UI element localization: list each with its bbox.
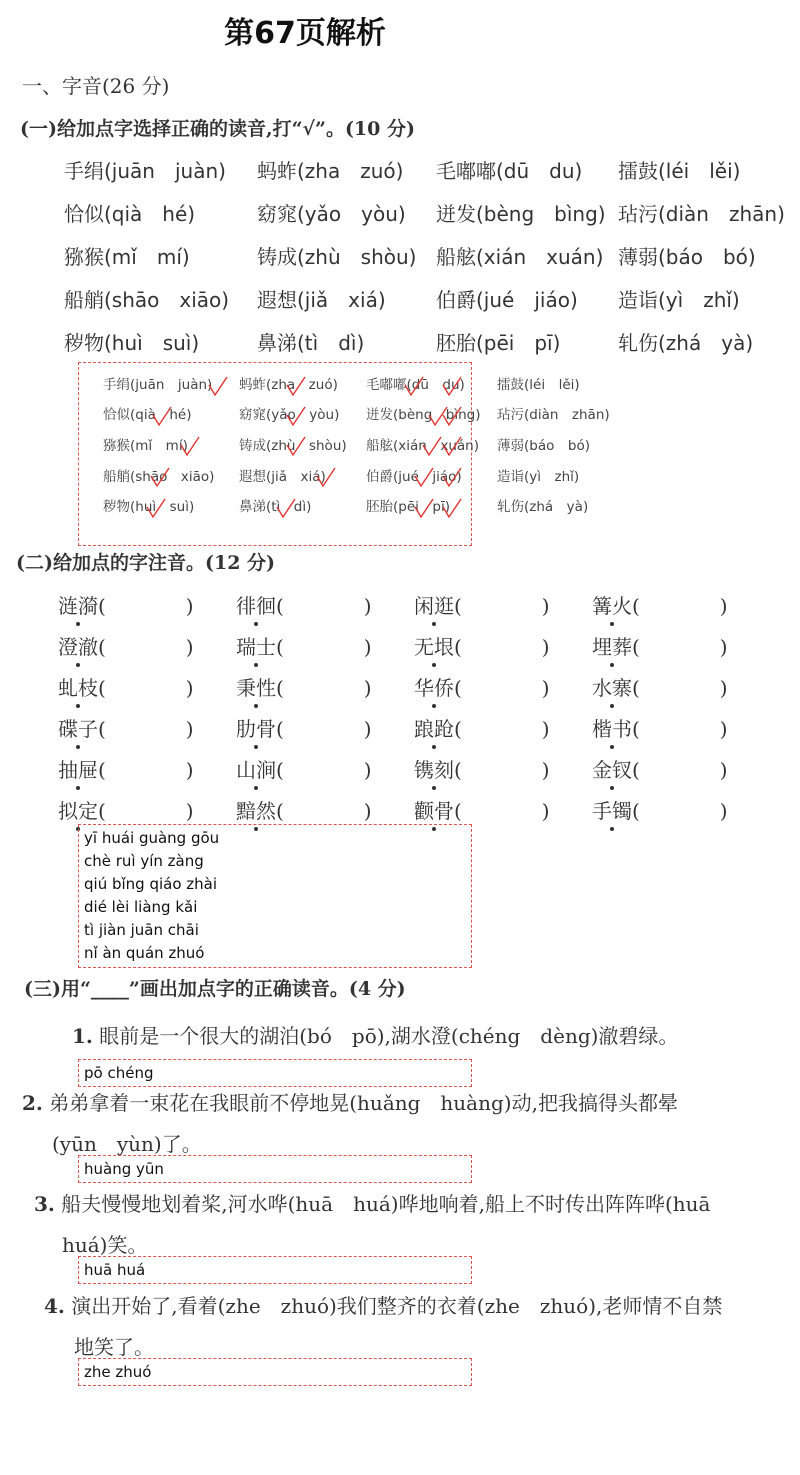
part2-item — [236, 754, 372, 783]
part1-item: 遐想(jiǎ xiá) — [257, 288, 386, 312]
check-mark-icon — [317, 468, 335, 486]
part1-item: 船舷(xián xuán) — [436, 245, 604, 269]
part2-item — [58, 713, 194, 742]
blank-parentheses: ( ) — [632, 635, 728, 659]
check-mark-icon — [415, 468, 433, 486]
part1-answer-item: 毛嘟嘟(dū du) — [366, 377, 465, 393]
part1-item: 擂鼓(léi lěi) — [618, 159, 741, 183]
blank-parentheses: ( ) — [632, 758, 728, 782]
question-text-line1: 演出开始了,看着(zhe zhuó)我们整齐的衣着(zhe zhuó),老师情不自禁 — [71, 1294, 723, 1318]
part2-word: 澄澈 — [58, 631, 98, 660]
part2-item — [414, 672, 550, 701]
part2-word: 山涧 — [236, 754, 276, 783]
part1-heading: (一)给加点字选择正确的读音,打“√”。(10 分) — [20, 118, 415, 140]
question-text-line2: 地笑了。 — [74, 1335, 154, 1359]
check-mark-icon — [147, 499, 165, 517]
part3-answer-box-3 — [78, 1256, 472, 1284]
part2-answer-line: tì jiàn juān chāi — [84, 921, 199, 939]
part2-item — [236, 795, 372, 824]
part2-item — [58, 672, 194, 701]
part2-answer-line: nǐ àn quán zhuó — [84, 944, 205, 962]
part2-word: 闲逛 — [414, 590, 454, 619]
part2-item — [592, 672, 728, 701]
part2-word: 手镯 — [592, 795, 632, 824]
part2-item — [592, 795, 728, 824]
part1-item: 窈窕(yǎo yòu) — [257, 202, 406, 226]
part1-answer-item: 轧伤(zhá yà) — [497, 499, 589, 515]
part3-heading: (三)用“____”画出加点字的正确读音。(4 分) — [24, 978, 406, 1000]
part2-item — [58, 590, 194, 619]
part2-item — [58, 754, 194, 783]
question-text: 眼前是一个很大的湖泊(bó pō),湖水澄(chéng dèng)澈碧绿。 — [99, 1024, 679, 1048]
blank-parentheses: ( ) — [276, 758, 372, 782]
part1-item: 胚胎(pēi pī) — [436, 331, 561, 355]
blank-parentheses: ( ) — [632, 799, 728, 823]
part2-word: 肋骨 — [236, 713, 276, 742]
part3-question-1 — [72, 1020, 678, 1049]
part2-heading: (二)给加点的字注音。(12 分) — [16, 552, 276, 574]
question-number: 3. — [34, 1192, 55, 1216]
part1-item: 手绢(juān juàn) — [64, 159, 226, 183]
blank-parentheses: ( ) — [276, 635, 372, 659]
check-mark-icon — [443, 499, 461, 517]
section1-heading: 一、字音(26 分) — [22, 74, 170, 98]
part2-word: 无垠 — [414, 631, 454, 660]
part1-answer-box — [78, 362, 610, 546]
part1-answer-item: 擂鼓(léi lěi) — [497, 377, 580, 393]
question-number: 4. — [44, 1294, 65, 1318]
part1-answer-item: 猕猴(mǐ mí) — [103, 438, 188, 454]
part1-answer-item: 铸成(zhù shòu) — [239, 438, 347, 454]
check-mark-icon — [277, 499, 295, 517]
blank-parentheses: ( ) — [98, 799, 194, 823]
part1-answer-item: 伯爵(jué jiáo) — [366, 469, 462, 485]
part1-item: 鼻涕(tì dì) — [257, 331, 365, 355]
check-mark-icon — [443, 437, 461, 455]
part1-item: 船艄(shāo xiāo) — [64, 288, 230, 312]
blank-parentheses: ( ) — [454, 635, 550, 659]
blank-parentheses: ( ) — [98, 594, 194, 618]
blank-parentheses: ( ) — [632, 676, 728, 700]
part2-word: 华侨 — [414, 672, 454, 701]
part3-answer-box-1 — [78, 1059, 472, 1087]
part1-item: 玷污(diàn zhān) — [618, 202, 785, 226]
check-mark-icon — [209, 377, 227, 395]
check-mark-icon — [415, 499, 433, 517]
check-marks — [79, 363, 473, 547]
part2-item — [236, 590, 372, 619]
part2-word: 虬枝 — [58, 672, 98, 701]
blank-parentheses: ( ) — [454, 758, 550, 782]
check-mark-icon — [423, 437, 441, 455]
part1-item: 迸发(bèng bìng) — [436, 202, 606, 226]
part2-item — [58, 795, 194, 824]
part1-item: 秽物(huì suì) — [64, 331, 200, 355]
blank-parentheses: ( ) — [454, 594, 550, 618]
answer-text: huàng yūn — [84, 1160, 164, 1178]
part2-item — [592, 590, 728, 619]
part2-word: 涟漪 — [58, 590, 98, 619]
blank-parentheses: ( ) — [98, 758, 194, 782]
part2-word: 水寨 — [592, 672, 632, 701]
part2-word: 颧骨 — [414, 795, 454, 824]
part2-word: 抽屉 — [58, 754, 98, 783]
question-text-line1: 弟弟拿着一束花在我眼前不停地晃(huǎng huàng)动,把我搞得头都晕 — [49, 1091, 678, 1115]
part2-word: 金钗 — [592, 754, 632, 783]
blank-parentheses: ( ) — [276, 676, 372, 700]
part3-question-4 — [44, 1290, 722, 1319]
part1-answer-item: 鼻涕(tì dì) — [239, 499, 312, 515]
part2-word: 埋葬 — [592, 631, 632, 660]
part1-answer-item: 玷污(diàn zhān) — [497, 407, 610, 423]
part1-item: 轧伤(zhá yà) — [618, 331, 754, 355]
part1-item: 薄弱(báo bó) — [618, 245, 756, 269]
part2-word: 秉性 — [236, 672, 276, 701]
blank-parentheses: ( ) — [98, 676, 194, 700]
part1-answer-item: 胚胎(pēi pī) — [366, 499, 450, 515]
answer-text: zhe zhuó — [84, 1363, 152, 1381]
part1-item: 蚂蚱(zha zuó) — [257, 159, 404, 183]
blank-parentheses: ( ) — [98, 717, 194, 741]
question-text-line2: (yūn yùn)了。 — [52, 1132, 202, 1156]
part1-answer-item: 秽物(huì suì) — [103, 499, 195, 515]
part1-answer-item: 手绢(juān juàn) — [103, 377, 213, 393]
part2-word: 徘徊 — [236, 590, 276, 619]
part2-item — [236, 631, 372, 660]
part1-answer-item: 蚂蚱(zha zuó) — [239, 377, 338, 393]
question-number: 2. — [22, 1091, 43, 1115]
blank-parentheses: ( ) — [632, 717, 728, 741]
part2-word: 拟定 — [58, 795, 98, 824]
check-mark-icon — [405, 377, 423, 395]
answer-text: pō chéng — [84, 1064, 154, 1082]
answer-text: huā huá — [84, 1261, 146, 1279]
blank-parentheses: ( ) — [454, 799, 550, 823]
part2-item — [414, 590, 550, 619]
part1-answer-item: 造诣(yì zhǐ) — [497, 469, 580, 485]
part3-question-2 — [22, 1087, 678, 1116]
part2-item — [58, 631, 194, 660]
question-text-line2: huá)笑。 — [62, 1233, 148, 1257]
check-mark-icon — [181, 437, 199, 455]
blank-parentheses: ( ) — [98, 635, 194, 659]
part2-item — [592, 713, 728, 742]
part2-word: 瑞士 — [236, 631, 276, 660]
part1-item: 毛嘟嘟(dū du) — [436, 159, 583, 183]
part2-item — [414, 631, 550, 660]
check-mark-icon — [443, 468, 461, 486]
check-mark-icon — [443, 377, 461, 395]
part1-answer-item: 遐想(jiǎ xiá) — [239, 469, 326, 485]
part1-answer-item: 窈窕(yǎo yòu) — [239, 407, 340, 423]
part2-word: 镌刻 — [414, 754, 454, 783]
blank-parentheses: ( ) — [276, 717, 372, 741]
part2-answer-box — [78, 824, 472, 968]
check-mark-icon — [287, 407, 305, 425]
part1-item: 铸成(zhù shòu) — [257, 245, 417, 269]
blank-parentheses: ( ) — [454, 676, 550, 700]
part2-word: 篝火 — [592, 590, 632, 619]
part1-answer-item: 船舷(xián xuán) — [366, 438, 479, 454]
question-text-line1: 船夫慢慢地划着桨,河水哗(huā huá)哗地响着,船上不时传出阵阵哗(huā — [61, 1192, 711, 1216]
part1-answer-item: 迸发(bèng bìng) — [366, 407, 481, 423]
part2-answer-line: yī huái guàng gōu — [84, 829, 220, 847]
question-number: 1. — [72, 1024, 93, 1048]
check-mark-icon — [287, 377, 305, 395]
check-mark-icon — [153, 407, 171, 425]
part2-word: 碟子 — [58, 713, 98, 742]
part3-answer-box-2 — [78, 1155, 472, 1183]
part3-question-3 — [34, 1188, 710, 1217]
part1-answer-item: 船艄(shāo xiāo) — [103, 469, 215, 485]
part2-word: 踉跄 — [414, 713, 454, 742]
part2-word: 黯然 — [236, 795, 276, 824]
part1-item: 恰似(qià hé) — [64, 202, 196, 226]
blank-parentheses: ( ) — [276, 799, 372, 823]
part1-answer-item: 恰似(qià hé) — [103, 407, 192, 423]
part1-item: 猕猴(mǐ mí) — [64, 245, 190, 269]
part2-item — [414, 754, 550, 783]
part2-item — [236, 672, 372, 701]
part1-answer-item: 薄弱(báo bó) — [497, 438, 590, 454]
part2-word: 楷书 — [592, 713, 632, 742]
part2-item — [236, 713, 372, 742]
part2-item — [414, 795, 550, 824]
part3-answer-box-4 — [78, 1358, 472, 1386]
page-title: 第67页解析 — [224, 16, 386, 51]
part2-item — [592, 631, 728, 660]
check-mark-icon — [287, 437, 305, 455]
part2-item — [592, 754, 728, 783]
part1-item: 伯爵(jué jiáo) — [436, 288, 578, 312]
part2-answer-line: dié lèi liàng kǎi — [84, 898, 198, 916]
part2-answer-line: chè ruì yín zàng — [84, 852, 204, 870]
blank-parentheses: ( ) — [632, 594, 728, 618]
blank-parentheses: ( ) — [276, 594, 372, 618]
part2-answer-line: qiú bǐng qiáo zhài — [84, 875, 218, 893]
blank-parentheses: ( ) — [454, 717, 550, 741]
part2-item — [414, 713, 550, 742]
check-mark-icon — [151, 468, 169, 486]
part1-item: 造诣(yì zhǐ) — [618, 288, 740, 312]
